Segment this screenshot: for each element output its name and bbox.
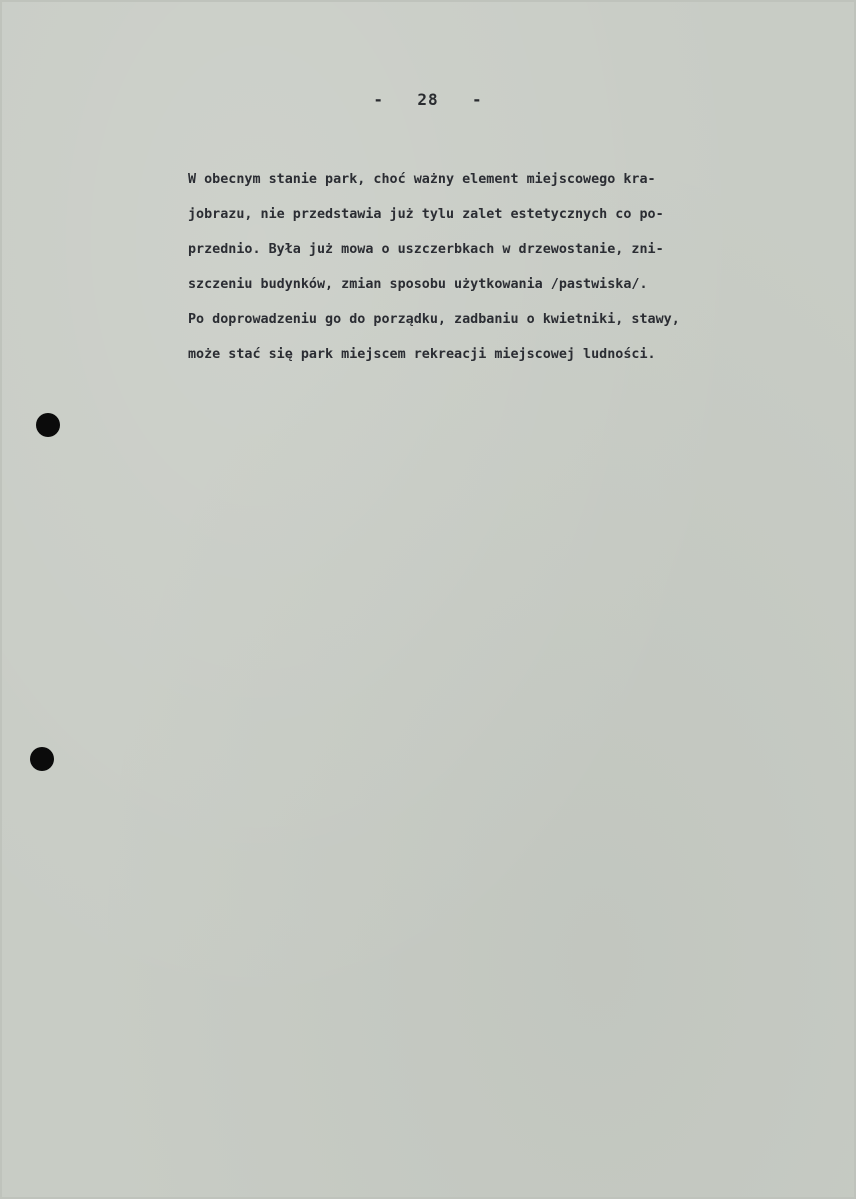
text-line-5: Po doprowadzeniu go do porządku, zadbaniu o kwietniki, stawy, (188, 312, 680, 327)
page-number: 28 (417, 90, 439, 109)
punch-hole-bottom (30, 747, 54, 771)
punch-hole-top (36, 413, 60, 437)
text-line-4: szczeniu budynków, zmian sposobu użytkowania /pastwiska/. (188, 277, 648, 292)
text-line-1: W obecnym stanie park, choć ważny element miejscowego kra- (188, 172, 656, 187)
page-number-dash-left: - (373, 90, 385, 109)
page-number-header (0, 90, 856, 109)
page-number-dash-right: - (471, 90, 483, 109)
body-paragraph (188, 170, 838, 380)
text-line-2: jobrazu, nie przedstawia już tylu zalet estetycznych co po- (188, 207, 664, 222)
text-line-6: może stać się park miejscem rekreacji miejscowej ludności. (188, 347, 656, 362)
text-line-3: przednio. Była już mowa o uszczerbkach w drzewostanie, zni- (188, 242, 664, 257)
